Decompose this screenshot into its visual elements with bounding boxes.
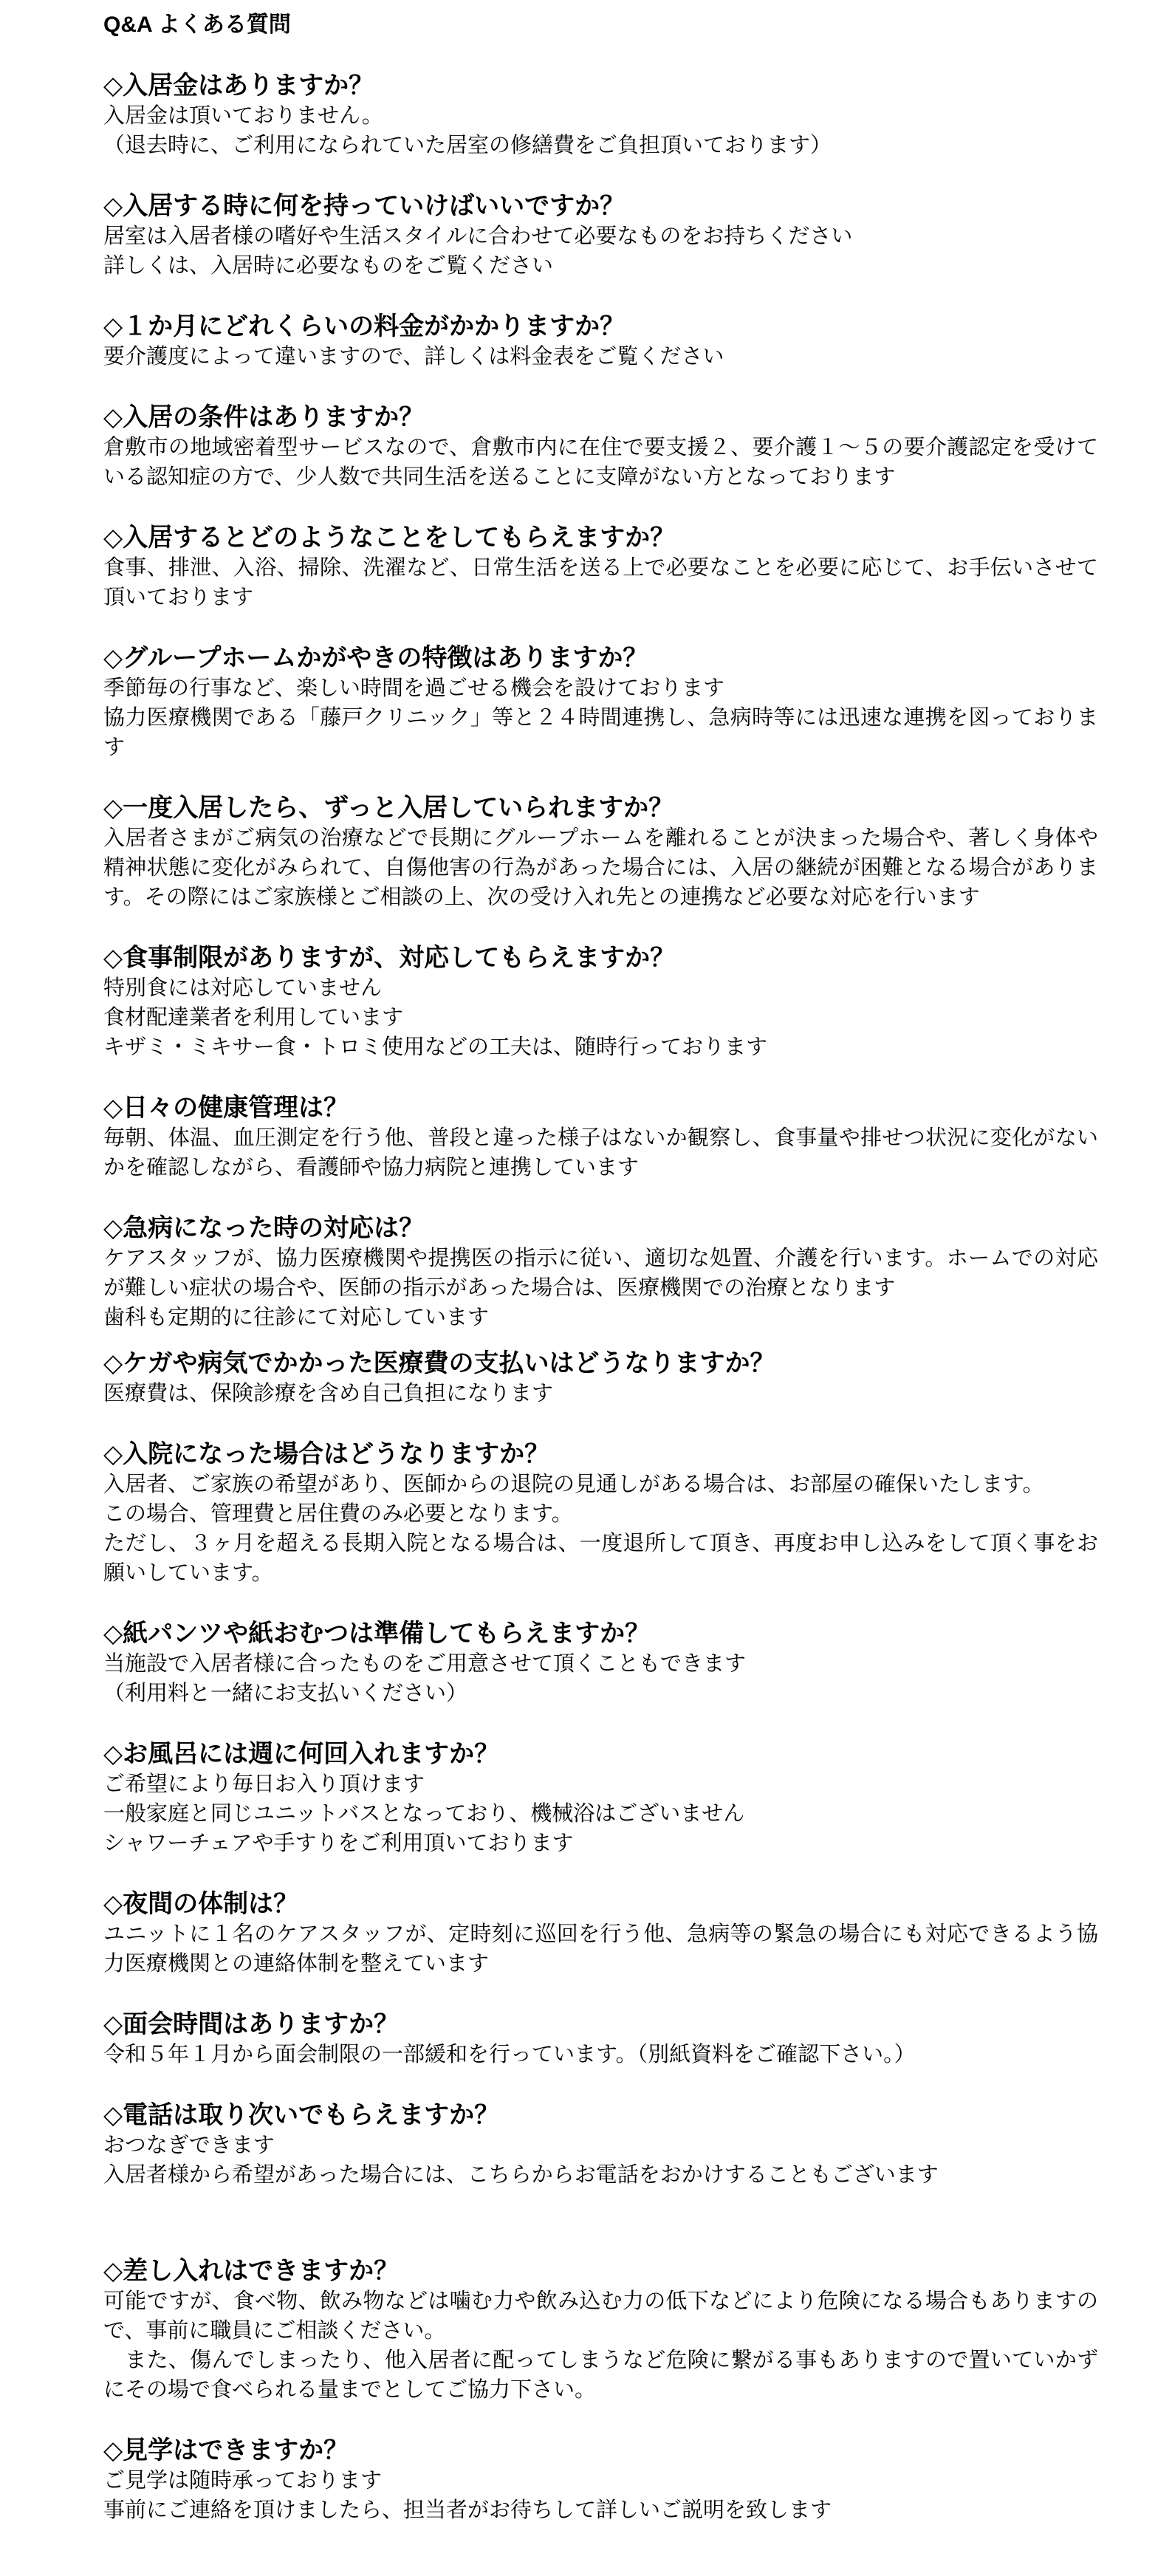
faq-question: ◇食事制限がありますが、対応してもらえますか？	[103, 944, 676, 972]
faq-answer-line: ケアスタッフが、協力医療機関や提携医の指示に従い、適切な処置、介護を行います。ホームでの対応が難しい症状の場合や、医師の指示があった場合は、医療機関での治療となります	[103, 1247, 1098, 1300]
faq-item	[103, 522, 1098, 612]
faq-item	[103, 1618, 1098, 1708]
faq-item	[103, 1439, 1098, 1588]
faq-question: ◇ケガや病気でかかった医療費の支払いはどうなりますか？	[103, 1349, 775, 1377]
faq-answer-line: 医療費は、保険診療を含め自己負担になります	[103, 1382, 554, 1405]
faq-answer-line: 入居者さまがご病気の治療などで長期にグループホームを離れることが決まった場合や、著しく身体や精神状態に変化がみられて、自傷他害の行為があった場合には、入居の継続が困難となる場合があります。その際にはご家族様とご相談の上、次の受け入れ先との連携など必要な対応を行います	[103, 826, 1098, 909]
faq-answer-line: 入居者、ご家族の希望があり、医師からの退院の見通しがある場合は、お部屋の確保いたします。	[103, 1473, 1044, 1496]
faq-answer-line: 要介護度によって違いますので、詳しくは料金表をご覧ください	[103, 345, 724, 369]
faq-answer-line: ユニットに１名のケアスタッフが、定時刻に巡回を行う他、急病等の緊急の場合にも対応できるよう協力医療機関との連絡体制を整えています	[103, 1922, 1098, 1976]
faq-answer-line: 入居者様から希望があった場合には、こちらからお電話をおかけすることもございます	[103, 2163, 939, 2187]
faq-item	[103, 2435, 1098, 2525]
faq-question: ◇入居する時に何を持っていけばいいですか？	[103, 192, 626, 220]
faq-item	[103, 402, 1098, 492]
faq-answer-line: 可能ですが、食べ物、飲み物などは噛む力や飲み込む力の低下などにより危険になる場合もありますので、事前に職員にご相談ください。	[103, 2289, 1098, 2343]
faq-item	[103, 792, 1098, 912]
faq-answer-line: 食事、排泄、入浴、掃除、洗濯など、日常生活を送る上で必要なことを必要に応じて、お手伝いさせて頂いております	[103, 556, 1098, 609]
faq-question: ◇日々の健康管理は？	[103, 1094, 349, 1122]
faq-item	[103, 1739, 1098, 1858]
faq-item	[103, 942, 1098, 1062]
faq-item	[103, 1888, 1098, 1979]
faq-question: ◇見学はできますか？	[103, 2436, 349, 2464]
faq-question: ◇面会時間はありますか？	[103, 2010, 400, 2038]
faq-answer-line: 特別食には対応していません	[103, 976, 383, 1000]
faq-answer-line: 一般家庭と同じユニットバスとなっており、機械浴はございません	[103, 1802, 745, 1826]
faq-question: ◇急病になった時の対応は？	[103, 1214, 425, 1242]
faq-answer-line: （退去時に、ご利用になられていた居室の修繕費をご負担頂いております）	[103, 134, 832, 157]
faq-item	[103, 1348, 1098, 1408]
faq-answer-line: 令和５年１月から面会制限の一部緩和を行っています。（別紙資料をご確認下さい。）	[103, 2043, 916, 2066]
faq-item	[103, 70, 1098, 160]
faq-answer-line: 食材配達業者を利用しています	[103, 1006, 404, 1030]
faq-question: ◇お風呂には週に何回入れますか？	[103, 1740, 500, 1768]
faq-answer-line: キザミ・ミキサー食・トロミ使用などの工夫は、随時行っております	[103, 1035, 768, 1059]
faq-answer-line: 季節毎の行事など、楽しい時間を過ごせる機会を設けております	[103, 676, 725, 700]
faq-answer-line: 当施設で入居者様に合ったものをご用意させて頂くこともできます	[103, 1652, 747, 1676]
faq-item	[103, 2100, 1098, 2190]
faq-answer-line: 居室は入居者様の嗜好や生活スタイルに合わせて必要なものをお持ちください	[103, 225, 853, 248]
page-title: Q&A よくある質問	[103, 13, 291, 37]
faq-answer-line: ただし、３ヶ月を超える長期入院となる場合は、一度退所して頂き、再度お申し込みをして頂く事をお願いしています。	[103, 1532, 1098, 1585]
faq-item	[103, 2255, 1098, 2405]
faq-answer-line: 事前にご連絡を頂けましたら、担当者がお待ちして詳しいご説明を致します	[103, 2498, 832, 2522]
faq-question: ◇入居金はありますか？	[103, 72, 374, 100]
faq-answer-line: おつなぎできます	[103, 2134, 275, 2157]
faq-answer-line: また、傷んでしまったり、他入居者に配ってしまうなど危険に繋がる事もありますので置いていかずにその場で食べられる量までとしてご協力下さい。	[103, 2349, 1098, 2402]
faq-question: ◇一度入居したら、ずっと入居していられますか？	[103, 794, 674, 822]
faq-answer-line: 詳しくは、入居時に必要なものをご覧ください	[103, 254, 554, 278]
faq-answer-line: 歯科も定期的に往診にて対応しています	[103, 1306, 490, 1329]
faq-question: ◇入居の条件はありますか？	[103, 403, 425, 431]
faq-question: ◇電話は取り次いでもらえますか？	[103, 2101, 500, 2129]
faq-answer-line: 毎朝、体温、血圧測定を行う他、普段と違った様子はないか観察し、食事量や排せつ状況に変化がないかを確認しながら、看護師や協力病院と連携しています	[103, 1126, 1098, 1179]
faq-question: ◇差し入れはできますか？	[103, 2257, 400, 2285]
faq-question: ◇入院になった場合はどうなりますか？	[103, 1440, 550, 1468]
faq-answer-line: （利用料と一緒にお支払いください）	[103, 1682, 468, 1705]
faq-item	[103, 191, 1098, 281]
faq-question: ◇グループホームかがやきの特徴はありますか？	[103, 644, 648, 672]
faq-item	[103, 1092, 1098, 1182]
faq-list	[103, 70, 1098, 2525]
faq-answer-line: 倉敷市の地域密着型サービスなので、倉敷市内に在住で要支援２、要介護１～５の要介護認定を受けている認知症の方で、少人数で共同生活を送ることに支障がない方となっております	[103, 436, 1098, 489]
faq-answer-line: 入居金は頂いておりません。	[103, 104, 383, 128]
faq-item	[103, 643, 1098, 762]
faq-answer-line: 協力医療機関である「藤戸クリニック」等と２４時間連携し、急病時等には迅速な連携を図っております	[103, 706, 1098, 759]
faq-item	[103, 1213, 1098, 1332]
faq-answer-line: ご見学は随時承っております	[103, 2469, 383, 2493]
faq-question: ◇夜間の体制は？	[103, 1890, 299, 1918]
faq-item	[103, 311, 1098, 371]
faq-answer-line: この場合、管理費と居住費のみ必要となります。	[103, 1502, 573, 1526]
faq-answer-line: ご希望により毎日お入り頂けます	[103, 1772, 425, 1796]
faq-answer-line: シャワーチェアや手すりをご利用頂いております	[103, 1832, 574, 1855]
faq-question: ◇１か月にどれくらいの料金がかかりますか？	[103, 312, 626, 340]
faq-question: ◇紙パンツや紙おむつは準備してもらえますか？	[103, 1620, 651, 1648]
faq-item	[103, 2009, 1098, 2069]
faq-question: ◇入居するとどのようなことをしてもらえますか？	[103, 524, 676, 552]
